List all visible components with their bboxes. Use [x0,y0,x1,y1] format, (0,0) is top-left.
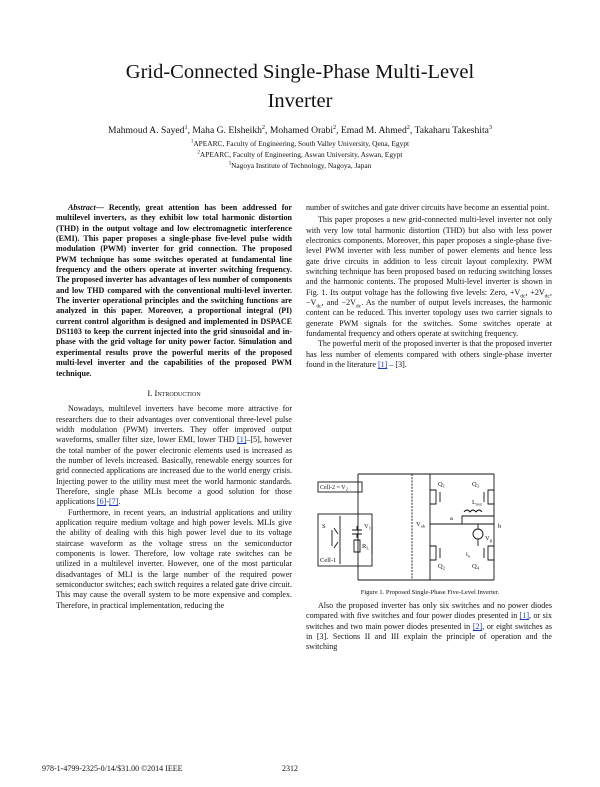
switch-q4-symbol [484,546,494,560]
abstract-label: Abstract [68,203,96,212]
capacitor-v1-symbol [352,526,362,538]
author-list [40,125,560,137]
dc-subscript: dc [520,293,526,300]
right-paragraph-2 [306,339,552,370]
intro-p1-period: . [118,497,121,507]
intro-p1-text-a: Nowadays, multilevel inverters have become more attractive for researchers due to their advantages over conventional three-level pulse width modulation (PWM) inverters. They offer improved output waveforms, smaller filter size, lower EMI, lower THD [56,404,292,445]
label-q1: $Q_1$ [438,481,445,489]
right-paragraph-1 [306,215,552,339]
affiliation-2-mark: 2 [197,150,200,156]
label-v1: $V_1$ [364,523,371,531]
intro-paragraph-2: Furthermore, in recent years, an industrial applications and utility application require medium voltage and high power levels. MLIs give the ability of dealing with this high power level due to its voltage staircase waveform as the voltage stress on the semiconductor components is lower. Therefore, low voltage rate switches can be utilized in a multilevel inverter. However, one of the most particular disadvantages of MLI is the large number of the required power semiconductor switches; each switch requires a related gate drive circuit. This may cause the overall system to be more expensive and complex. Therefore, in practical implementation, reducing the [56,507,292,610]
output-wire [430,516,494,524]
figure-caption: Figure 1. Proposed Single-Phase Five-Level Inverter. [360,589,500,596]
dc-subscript: dc [355,303,362,310]
label-lout: $L_{out}$ [472,499,482,507]
section-number: I. [147,387,153,398]
affiliation-3-text: Nagoya Institute of Technology, Nagoya, Japan [231,161,372,170]
abstract-text: — Recently, great attention has been addressed for multilevel inverters, as they exhibit low total harmonic distortion (THD) in the output voltage and low electromagnetic interference (EMI). This paper proposes a single-phase five-level pulse width modulation (PWM) inverter for grid connection. The proposed PWM technique has some switches operated at fundamental line frequency and the others operate at inverter switching frequency. The proposed inverter has advantages of less number of components and low THD compared with the conventional multi-level inverter. The inverter operational principles and the switching functions are analyzed in this paper. Moreover, a proportional integral (PI) current control algorithm is designed and implemented in DSPACE DS1103 to keep the current injected into the grid sinusoidal and in-phase with the grid voltage for unity power factor. Simulation and experimental results prove the powerful merits of the proposed multi-level inverter and the capabilities of the proposed PWM technique. [56,203,292,378]
resistor-rl-symbol [354,540,360,552]
author-separator: , [336,125,341,136]
right-p1-text-c: , −V [306,287,552,308]
label-io: $i_o$ [466,551,471,559]
circuit-figure [312,468,518,586]
right-column-top [306,203,552,371]
affiliation-1-text: APEARC, Faculty of Engineering, South Valley University, Qena, Egypt [193,139,410,148]
author-affiliation-mark: 2 [333,123,337,131]
section-title: Introduction [154,387,201,398]
citation-link[interactable]: [1] [519,611,530,621]
dc-subscript: dc [544,293,550,300]
right-p2-text-a: The powerful merit of the proposed inverter is that the proposed inverter has less number of elements compared with others single-phase inverter found in the literature [306,339,552,370]
affiliation-2-text: APEARC, Faculty of Engineering, Aswan University, Aswan, Egypt [199,150,403,159]
copyright-footer: 978-1-4799-2325-0/14/$31.00 ©2014 IEEE [42,764,183,773]
left-column [56,203,292,611]
citation-link[interactable]: [1] [237,435,247,445]
author-name: Maha G. Elsheikh [192,125,262,136]
author-affiliation-mark: 3 [488,123,493,131]
label-rl: $R_L$ [362,543,370,551]
right-p1-text-a: This paper proposes a new grid-connected multi-level inverter not only with very low total harmonic distortion (THD) but also with less power electronics components. Moreover, this paper proposes a single-phase five-level PWM inverter with less number of power elements and hence less gate drive circuits in addition to less circuit layout complexity. PWM switching technique has been proposed based on reducing switching losses and the harmonic contents. The proposed Multi-level inverter is shown in Fig. 1. Its output voltage has the following five levels: Zero, +V [306,215,552,297]
label-q4: $Q_4$ [472,563,479,571]
author-name: Mahmoud A. Sayed [107,125,185,136]
paper-title [60,58,540,116]
right-p3-text-b: , or six switches and two main power diodes presented in [306,611,552,631]
author-name: Emad M. Ahmed [340,125,407,136]
author-separator: , [409,125,415,136]
intro-p1-text-b: –[5], however the total number of the power electronic elements used is increased as the number of levels increased. Basically, renewable energy sources for grid connected applications are increased due to the world energy crisis. Injecting power to the utility must meet the world harmonic standards. Therefore, single phase MLIs become a good solution for those applications [56,435,292,507]
right-p1-text-e: . As the number of output levels increases, the harmonic content can be reduced. This inverter topology uses two carrier signals to generate PWM signals for the switches. Some switches operate at fundamental frequency and others operate at switching frequency. [306,298,552,339]
citation-link[interactable]: [7] [108,497,119,507]
label-s: S [322,523,326,530]
citation-link[interactable]: [1] [377,360,388,370]
label-vab: $V_{ab}$ [416,521,425,529]
author-affiliation-mark: 2 [406,123,410,131]
grid-source-symbol [473,529,483,539]
right-p3-text-c: , or eight switches as in [3]. Sections II and III explain the principle of operation and the switching [306,621,552,652]
label-q3: $Q_3$ [472,481,479,489]
affiliation-1-mark: 1 [190,139,194,145]
switch-q1-symbol [430,490,440,504]
citation-link[interactable]: [2] [472,621,483,631]
switch-q3-symbol [484,490,494,504]
label-cell2: Cell-2 = $V_2$ [320,485,348,492]
label-q2: $Q_2$ [438,563,445,571]
author-separator: , [187,125,193,136]
label-vg: $V_g$ [485,535,492,543]
dc-subscript: dc [316,303,322,310]
page-number: 2312 [282,764,298,773]
switch-q2-symbol [430,546,440,560]
title-line-1: Grid-Connected Single-Phase Multi-Level [125,61,475,83]
section-heading-introduction [56,388,292,398]
right-p1-text-d: , and −2V [321,298,356,308]
right-p2-text-b: – [3]. [387,360,407,370]
title-line-2: Inverter [267,90,333,112]
label-b: b [498,523,502,530]
switch-s-symbol [332,528,338,548]
right-p1-text-b: , +2V [525,287,545,297]
citation-link[interactable]: [6] [96,497,107,507]
author-separator: , [265,125,270,136]
inductor-symbol [464,510,482,512]
intro-paragraph-1 [56,404,292,507]
right-paragraph-0: number of switches and gate driver circuits have become an essential point. [306,203,550,212]
affiliation-1 [40,139,560,148]
author-name: Takaharu Takeshita [414,125,489,136]
label-cell1: Cell-1 [320,557,337,564]
right-p3-text-a: Also the proposed inverter has only six switches and no power diodes compared with five switches and four power diodes presented in [306,601,552,621]
label-a: a [450,515,453,522]
intro-p1-dash: - [106,497,109,507]
affiliation-3-mark: 3 [228,161,232,167]
abstract [56,203,292,379]
right-paragraph-3 [306,601,552,653]
affiliation-3 [40,161,560,170]
author-name: Mohamed Orabi [269,125,333,136]
author-affiliation-mark: 2 [261,123,266,131]
right-column-bottom [306,601,552,653]
affiliation-2 [40,150,560,159]
author-affiliation-mark: 1 [184,123,188,131]
